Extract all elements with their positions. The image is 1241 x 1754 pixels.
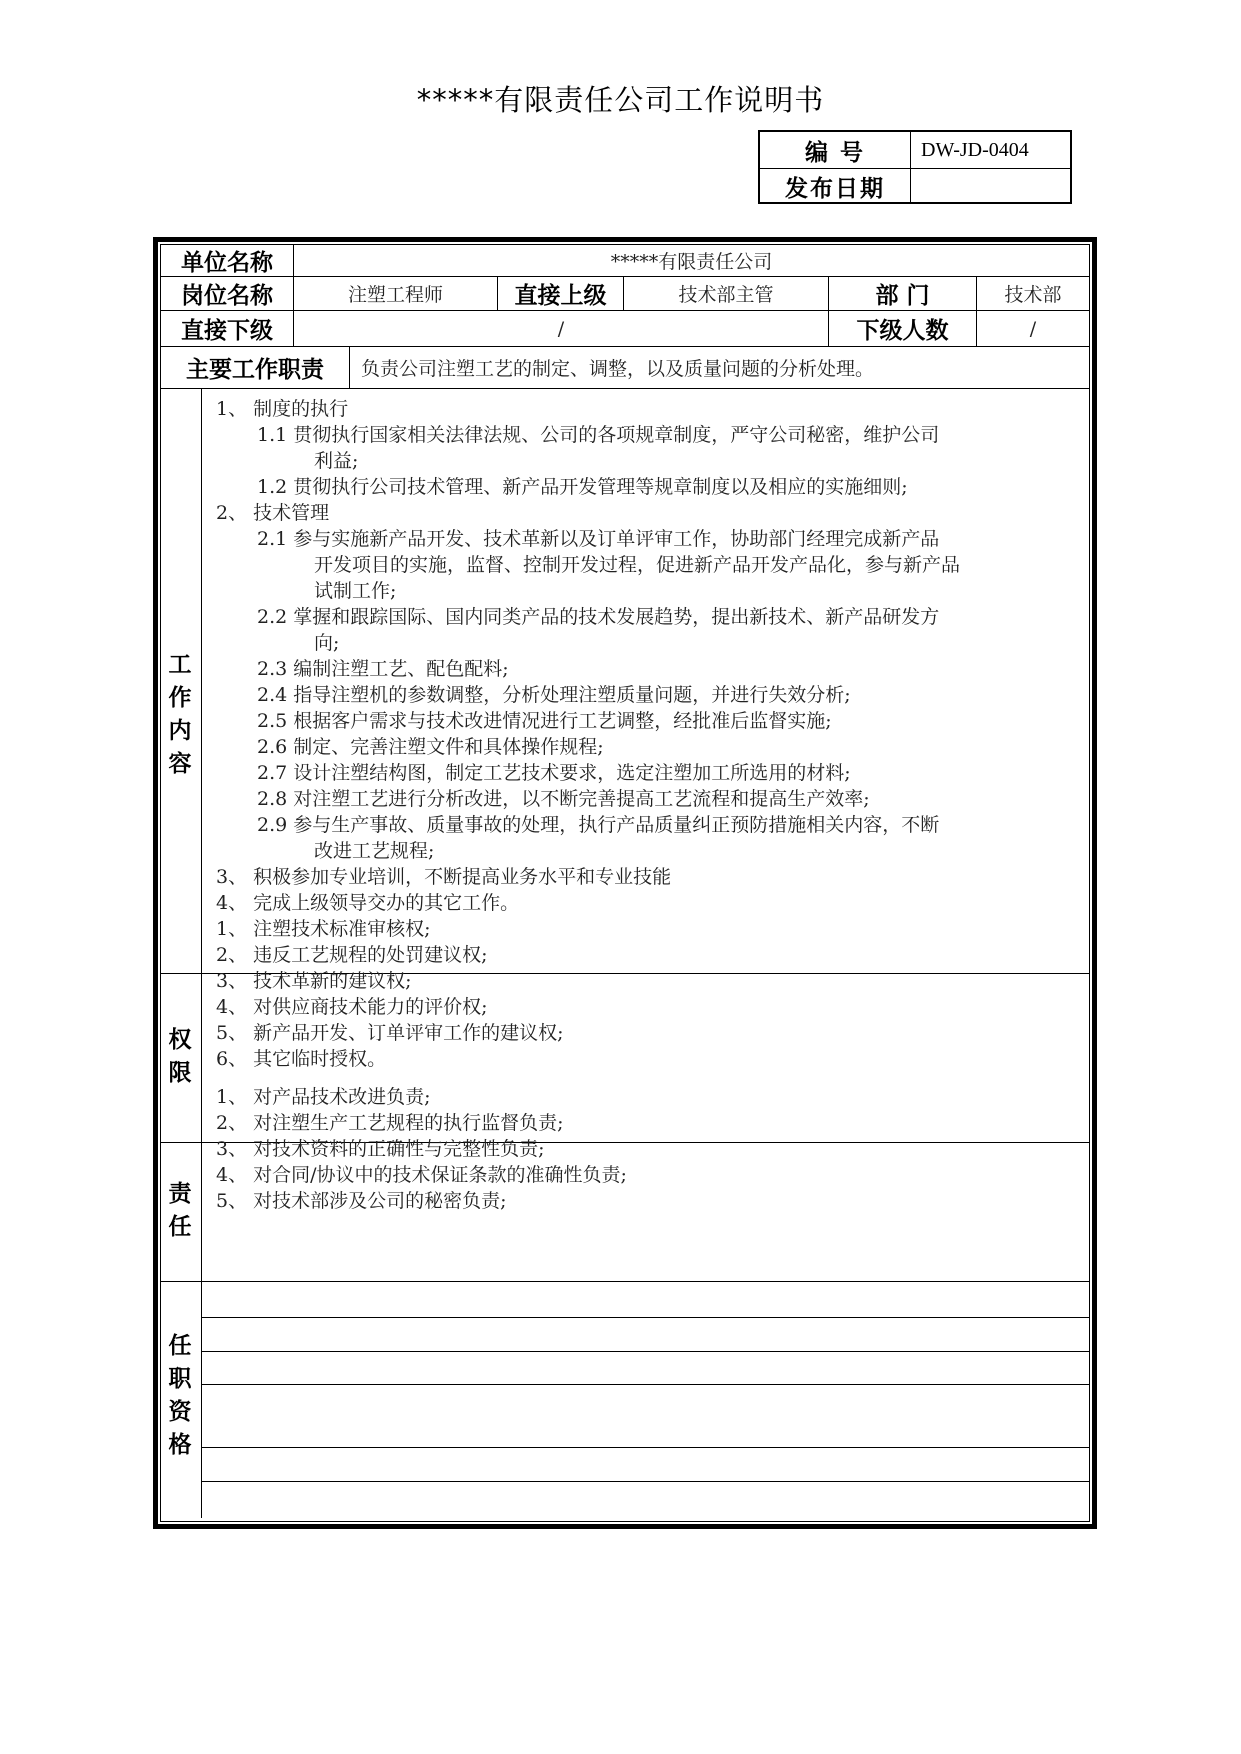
authority-line: 3、 技术革新的建议权; xyxy=(216,970,412,992)
department-label: 部 门 xyxy=(875,283,930,309)
work-line: 3、 积极参加专业培训，不断提高业务水平和专业技能 xyxy=(216,866,672,888)
direct-subordinate-value: / xyxy=(557,317,565,340)
document-title: *****有限责任公司工作说明书 xyxy=(416,83,825,117)
work-line: 2.5 根据客户需求与技术改进情况进行工艺调整，经批准后监督实施; xyxy=(257,710,832,732)
work-line: 利益; xyxy=(314,450,359,472)
responsibility-line: 2、 对注塑生产工艺规程的执行监督负责; xyxy=(216,1112,564,1134)
authority-line: 2、 违反工艺规程的处罚建议权; xyxy=(216,944,488,966)
work-line: 2.6 制定、完善注塑文件和具体操作规程; xyxy=(257,736,604,758)
main-duty-value: 负责公司注塑工艺的制定、调整，以及质量问题的分析处理。 xyxy=(361,358,875,380)
responsibility-line: 1、 对产品技术改进负责; xyxy=(216,1086,431,1108)
responsibility-line: 5、 对技术部涉及公司的秘密负责; xyxy=(216,1190,507,1212)
main-duty-label: 主要工作职责 xyxy=(186,357,324,383)
unit-name-label: 单位名称 xyxy=(181,250,273,276)
subordinate-count-value: / xyxy=(1029,317,1037,340)
work-line: 2.1 参与实施新产品开发、技术革新以及订单评审工作，协助部门经理完成新产品 xyxy=(257,528,940,550)
work-line: 2.3 编制注塑工艺、配色配料; xyxy=(257,658,509,680)
publish-date-value xyxy=(911,168,1070,204)
work-line: 1.1 贯彻执行国家相关法律法规、公司的各项规章制度，严守公司秘密，维护公司 xyxy=(257,424,940,446)
document-code-box xyxy=(758,130,1072,204)
authority-line: 5、 新产品开发、订单评审工作的建议权; xyxy=(216,1022,564,1044)
authority-line: 6、 其它临时授权。 xyxy=(216,1048,387,1070)
responsibility-line: 4、 对合同/协议中的技术保证条款的准确性负责; xyxy=(216,1164,627,1186)
subordinate-count-label: 下级人数 xyxy=(856,318,949,344)
direct-subordinate-label: 直接下级 xyxy=(181,318,273,344)
direct-superior-value: 技术部主管 xyxy=(678,284,774,306)
work-line: 向; xyxy=(314,632,340,654)
authority-line: 1、 注塑技术标准审核权; xyxy=(216,918,431,940)
code-value: DW-JD-0404 xyxy=(921,138,1029,161)
work-line: 1.2 贯彻执行公司技术管理、新产品开发管理等规章制度以及相应的实施细则; xyxy=(257,476,908,498)
work-line: 改进工艺规程; xyxy=(314,840,435,862)
work-line: 4、 完成上级领导交办的其它工作。 xyxy=(216,892,520,914)
authority-line: 4、 对供应商技术能力的评价权; xyxy=(216,996,488,1018)
unit-name-value: *****有限责任公司 xyxy=(610,251,773,273)
work-line: 2.8 对注塑工艺进行分析改进，以不断完善提高工艺流程和提高生产效率; xyxy=(257,788,870,810)
work-line: 试制工作; xyxy=(314,580,397,602)
work-line: 2.7 设计注塑结构图，制定工艺技术要求，选定注塑加工所选用的材料; xyxy=(257,762,851,784)
work-line: 2.4 指导注塑机的参数调整，分析处理注塑质量问题，并进行失效分析; xyxy=(257,684,851,706)
work-line: 1、 制度的执行 xyxy=(216,398,349,420)
code-label: 编 号 xyxy=(760,132,911,168)
work-line: 2.9 参与生产事故、质量事故的处理，执行产品质量纠正预防措施相关内容，不断 xyxy=(257,814,940,836)
publish-date-label: 发布日期 xyxy=(760,168,911,204)
department-value: 技术部 xyxy=(1004,284,1062,306)
work-line: 2.2 掌握和跟踪国际、国内同类产品的技术发展趋势，提出新技术、新产品研发方 xyxy=(257,606,940,628)
responsibility-line: 3、 对技术资料的正确性与完整性负责; xyxy=(216,1138,545,1160)
position-name-value: 注塑工程师 xyxy=(347,284,443,306)
work-line: 开发项目的实施，监督、控制开发过程，促进新产品开发产品化，参与新产品 xyxy=(314,554,961,576)
position-name-label: 岗位名称 xyxy=(181,283,273,309)
direct-superior-label: 直接上级 xyxy=(514,283,607,309)
job-description-table: 单位名称 *****有限责任公司 岗位名称 注塑工程师 直接上级 技术部主管 部 门 技术部 直接下级 / 下级人数 / 主要工作职责 负责公司注塑工艺的制定、调整，以及质量问题的分析处理。 工 作 内 容 1、 制度的执行 1.1 贯彻执行国家相关法律法规、公司的各项规章制度，严守公司秘密，维护公司 利益; 1.2 贯彻执行公司技术管理、新产品开发管理等规章制度以及相应的实施细则; 2、 技术管理 2.1 参与实施新产品开发、技术革新以及订单评审工作，协助部门经理完成新产品 开发项目的实施，监督、控制开发过程，促进新产品开发产品化，参与新产品 试制工作; 2.2 掌握和跟踪国际、国内同类产品的技术发展趋势，提出新技术、新产品研发方 向; 2.3 编制注塑工艺、配色配料; 2.4 指导注塑机的参数调整，分析处理注塑质量问题，并进行失效分析; 2.5 根据客户需求与技术改进情况进行工艺调整，经批准后监督实施; 2.6 制定、完善注塑文件和具体操作规程; 2.7 设计注塑结构图，制定工艺技术要求，选定注塑加工所选用的材料; 2.8 对注塑工艺进行分析改进，以不断完善提高工艺流程和提高生产效率; 2.9 参与生产事故、质量事故的处理，执行产品质量纠正预防措施相关内容，不断 改进工艺规程; 3、 积极参加专业培训，不断提高业务水平和专业技能 4、 完成上级领导交办的其它工作。 权 限 1、 注塑技术标准审核权; 2、 违反工艺规程的处罚建议权; 3、 技术革新的建议权; 4、 对供应商技术能力的评价权; 5、 新产品开发、订单评审工作的建议权; 6、 其它临时授权。 责 任 1、 对产品技术改进负责; 2、 对注塑生产工艺规程的执行监督负责; 3、 对技术资料的正确性与完整性负责; 4、 对合同/协议中的技术保证条款的准确性负责; 5、 对技术部涉及公司的秘密负责; 任 职 资 格 xyxy=(153,237,1097,1529)
work-line: 2、 技术管理 xyxy=(216,502,330,524)
